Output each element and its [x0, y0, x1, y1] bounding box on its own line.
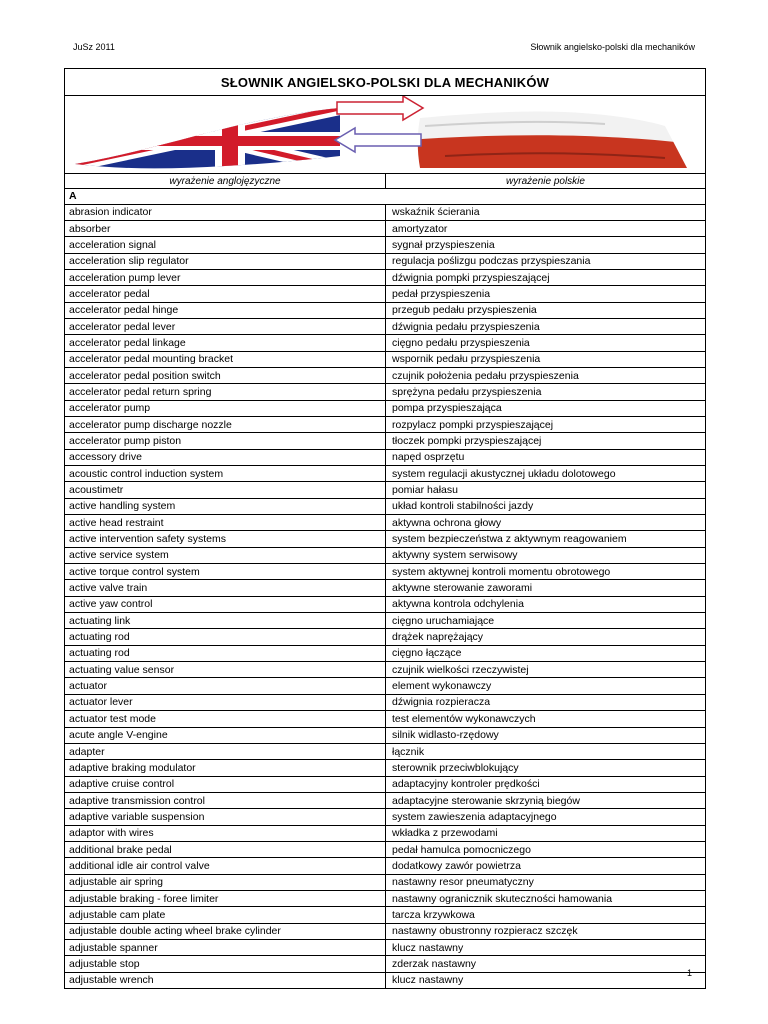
- english-term: adjustable double acting wheel brake cylinder: [65, 924, 386, 939]
- english-term: adjustable stop: [65, 956, 386, 971]
- arrow-right-icon: [337, 96, 423, 120]
- polish-term: amortyzator: [392, 222, 448, 235]
- english-term: actuating rod: [65, 629, 386, 644]
- polish-term: pompa przyspieszająca: [392, 402, 502, 415]
- polish-term: klucz nastawny: [392, 974, 464, 987]
- english-term: accelerator pump piston: [65, 433, 386, 448]
- table-row: [65, 940, 705, 956]
- table-row: [65, 531, 705, 547]
- english-term: active valve train: [65, 580, 386, 595]
- english-term: acoustic control induction system: [65, 466, 386, 481]
- english-term: actuator test mode: [65, 711, 386, 726]
- table-row: [65, 695, 705, 711]
- section-letter: A: [65, 189, 705, 205]
- english-term: accelerator pump: [65, 401, 386, 416]
- polish-term: rozpylacz pompki przyspieszającej: [392, 418, 554, 431]
- polish-term: sterownik przeciwblokujący: [392, 761, 519, 774]
- column-header-english: wyrażenie anglojęzyczne: [65, 174, 386, 188]
- polish-term: dźwignia pedału przyspieszenia: [392, 320, 540, 333]
- polish-term: cięgno uruchamiające: [392, 614, 495, 627]
- english-term: actuator: [65, 678, 386, 693]
- english-term: accelerator pedal mounting bracket: [65, 352, 386, 367]
- polish-term: system bezpieczeństwa z aktywnym reagowaniem: [392, 533, 627, 546]
- table-row: [65, 760, 705, 776]
- dictionary-rows: [65, 205, 705, 989]
- table-row: [65, 564, 705, 580]
- flags-illustration: [65, 96, 705, 173]
- polish-term: aktywne sterowanie zaworami: [392, 582, 533, 595]
- english-term: acute angle V-engine: [65, 728, 386, 743]
- page-number: 1: [686, 968, 692, 978]
- table-row: [65, 924, 705, 940]
- english-term: accelerator pedal hinge: [65, 303, 386, 318]
- table-row: [65, 662, 705, 678]
- polish-term: system aktywnej kontroli momentu obrotowego: [392, 565, 611, 578]
- table-row: [65, 597, 705, 613]
- english-term: active intervention safety systems: [65, 531, 386, 546]
- english-term: accelerator pedal lever: [65, 319, 386, 334]
- english-term: adaptive braking modulator: [65, 760, 386, 775]
- polish-term: tłoczek pompki przyspieszającej: [392, 434, 542, 447]
- polish-term: pomiar hałasu: [392, 484, 458, 497]
- table-row: [65, 450, 705, 466]
- polish-term: system zawieszenia adaptacyjnego: [392, 810, 557, 823]
- table-row: [65, 499, 705, 515]
- polish-term: sygnał przyspieszenia: [392, 238, 495, 251]
- table-row: [65, 303, 705, 319]
- polish-term: czujnik wielkości rzeczywistej: [392, 663, 529, 676]
- english-term: additional brake pedal: [65, 842, 386, 857]
- polish-term: nastawny obustronny rozpieracz szczęk: [392, 925, 578, 938]
- english-term: adjustable braking - foree limiter: [65, 891, 386, 906]
- polish-term: sprężyna pedału przyspieszenia: [392, 385, 542, 398]
- english-term: actuating value sensor: [65, 662, 386, 677]
- table-row: [65, 777, 705, 793]
- polish-term: klucz nastawny: [392, 941, 464, 954]
- polish-term: układ kontroli stabilności jazdy: [392, 500, 534, 513]
- polish-term: dodatkowy zawór powietrza: [392, 859, 521, 872]
- polish-term: system regulacji akustycznej układu dolotowego: [392, 467, 616, 480]
- english-term: abrasion indicator: [65, 205, 386, 220]
- table-row: [65, 744, 705, 760]
- english-term: active service system: [65, 548, 386, 563]
- english-term: active torque control system: [65, 564, 386, 579]
- english-term: absorber: [65, 221, 386, 236]
- table-row: [65, 629, 705, 645]
- english-term: active head restraint: [65, 515, 386, 530]
- table-row: [65, 237, 705, 253]
- english-term: accelerator pedal return spring: [65, 384, 386, 399]
- table-row: [65, 515, 705, 531]
- table-row: [65, 646, 705, 662]
- polish-term: tarcza krzywkowa: [392, 908, 475, 921]
- table-row: [65, 466, 705, 482]
- english-term: adaptor with wires: [65, 826, 386, 841]
- english-term: actuator lever: [65, 695, 386, 710]
- polish-term: regulacja poślizgu podczas przyspieszania: [392, 255, 591, 268]
- polish-term: adaptacyjny kontroler prędkości: [392, 778, 540, 791]
- table-row: [65, 368, 705, 384]
- table-row: [65, 580, 705, 596]
- english-term: adjustable cam plate: [65, 907, 386, 922]
- table-row: [65, 907, 705, 923]
- table-row: [65, 973, 705, 988]
- table-row: [65, 891, 705, 907]
- polish-term: łącznik: [392, 745, 425, 758]
- polish-term: dźwignia rozpieracza: [392, 696, 491, 709]
- polish-term: pedał przyspieszenia: [392, 287, 491, 300]
- english-term: accelerator pedal position switch: [65, 368, 386, 383]
- table-row: [65, 254, 705, 270]
- flags-banner: [65, 96, 705, 174]
- header-left-text: JuSz 2011: [73, 42, 115, 52]
- polish-term: aktywny system serwisowy: [392, 549, 518, 562]
- english-term: acoustimetr: [65, 482, 386, 497]
- table-row: [65, 728, 705, 744]
- english-term: active handling system: [65, 499, 386, 514]
- pl-flag-icon: [405, 96, 705, 173]
- english-term: accelerator pump discharge nozzle: [65, 417, 386, 432]
- english-term: acceleration slip regulator: [65, 254, 386, 269]
- polish-term: wspornik pedału przyspieszenia: [392, 353, 541, 366]
- english-term: acceleration signal: [65, 237, 386, 252]
- english-term: additional idle air control valve: [65, 858, 386, 873]
- polish-term: aktywna kontrola odchylenia: [392, 598, 524, 611]
- dictionary-table: [64, 68, 706, 989]
- polish-term: napęd osprzętu: [392, 451, 465, 464]
- table-row: [65, 826, 705, 842]
- english-term: adapter: [65, 744, 386, 759]
- table-row: [65, 711, 705, 727]
- polish-term: nastawny ogranicznik skuteczności hamowania: [392, 892, 613, 905]
- polish-term: wskaźnik ścierania: [392, 206, 480, 219]
- table-row: [65, 221, 705, 237]
- uk-flag-icon: [65, 96, 355, 173]
- column-header-polish: wyrażenie polskie: [506, 175, 585, 187]
- table-row: [65, 678, 705, 694]
- table-row: [65, 352, 705, 368]
- table-row: [65, 548, 705, 564]
- english-term: accessory drive: [65, 450, 386, 465]
- polish-term: cięgno pedału przyspieszenia: [392, 336, 530, 349]
- english-term: accelerator pedal: [65, 286, 386, 301]
- table-row: [65, 401, 705, 417]
- table-row: [65, 286, 705, 302]
- english-term: active yaw control: [65, 597, 386, 612]
- polish-term: wkładka z przewodami: [392, 827, 498, 840]
- polish-term: czujnik położenia pedału przyspieszenia: [392, 369, 579, 382]
- english-term: accelerator pedal linkage: [65, 335, 386, 350]
- english-term: adjustable spanner: [65, 940, 386, 955]
- polish-term: zderzak nastawny: [392, 957, 477, 970]
- table-row: [65, 482, 705, 498]
- english-term: actuating link: [65, 613, 386, 628]
- table-row: [65, 270, 705, 286]
- table-row: [65, 433, 705, 449]
- table-row: [65, 384, 705, 400]
- table-row: [65, 842, 705, 858]
- polish-term: element wykonawczy: [392, 680, 492, 693]
- document-title: SŁOWNIK ANGIELSKO-POLSKI DLA MECHANIKÓW: [65, 69, 705, 96]
- english-term: adaptive variable suspension: [65, 809, 386, 824]
- polish-term: przegub pedału przyspieszenia: [392, 304, 537, 317]
- english-term: adaptive cruise control: [65, 777, 386, 792]
- english-term: adjustable air spring: [65, 875, 386, 890]
- polish-term: silnik widlasto-rzędowy: [392, 729, 499, 742]
- header-right-text: Słownik angielsko-polski dla mechaników: [530, 42, 695, 52]
- polish-term: aktywna ochrona głowy: [392, 516, 502, 529]
- polish-term: dźwignia pompki przyspieszającej: [392, 271, 550, 284]
- column-headers: [65, 174, 705, 189]
- english-term: adaptive transmission control: [65, 793, 386, 808]
- arrow-left-icon: [335, 128, 421, 152]
- table-row: [65, 809, 705, 825]
- table-row: [65, 335, 705, 351]
- table-row: [65, 417, 705, 433]
- english-term: acceleration pump lever: [65, 270, 386, 285]
- polish-term: cięgno łączące: [392, 647, 462, 660]
- table-row: [65, 956, 705, 972]
- polish-term: nastawny resor pneumatyczny: [392, 876, 534, 889]
- table-row: [65, 205, 705, 221]
- polish-term: pedał hamulca pomocniczego: [392, 843, 531, 856]
- english-term: adjustable wrench: [65, 973, 386, 988]
- polish-term: drążek naprężający: [392, 631, 484, 644]
- polish-term: adaptacyjne sterowanie skrzynią biegów: [392, 794, 580, 807]
- table-row: [65, 319, 705, 335]
- table-row: [65, 858, 705, 874]
- table-row: [65, 793, 705, 809]
- table-row: [65, 613, 705, 629]
- polish-term: test elementów wykonawczych: [392, 712, 536, 725]
- english-term: actuating rod: [65, 646, 386, 661]
- table-row: [65, 875, 705, 891]
